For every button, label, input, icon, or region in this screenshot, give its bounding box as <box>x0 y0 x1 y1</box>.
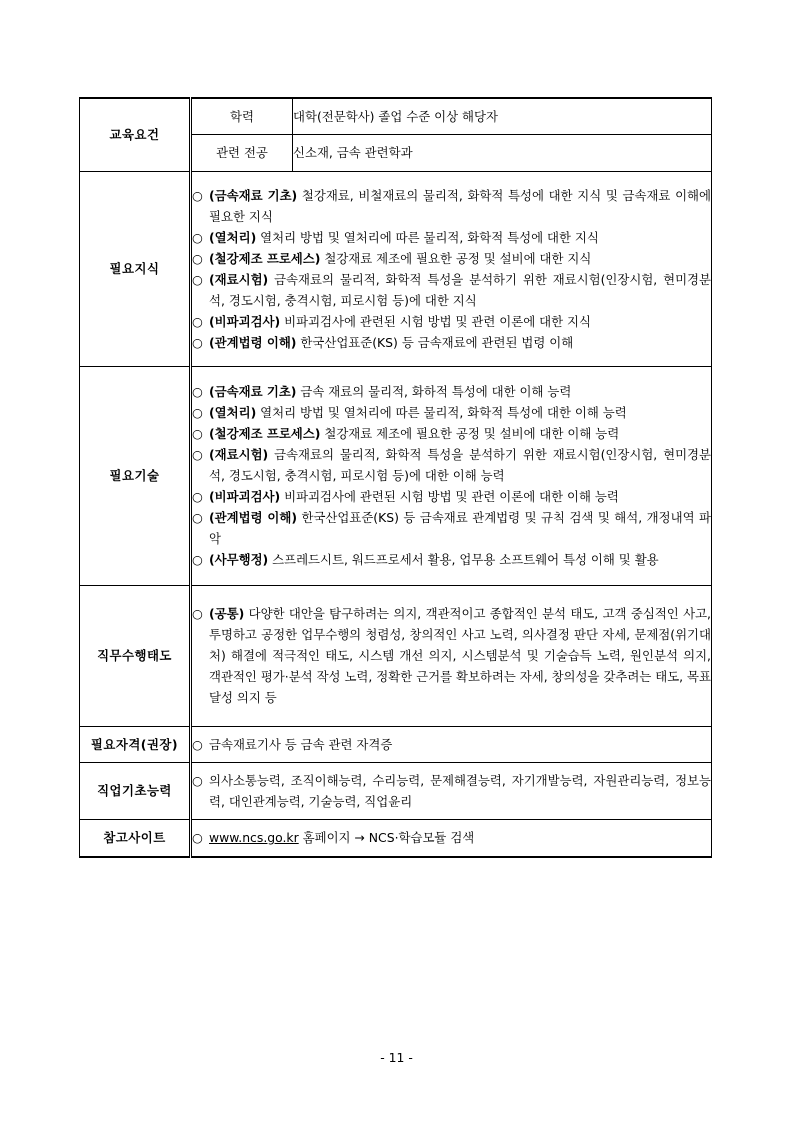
item-text: 비파괴검사에 관련된 시험 방법 및 관련 이론에 대한 이해 능력 <box>280 489 619 504</box>
list-item <box>192 185 711 227</box>
item-text: 철강재료 제조에 필요한 공정 및 설비에 대한 이해 능력 <box>320 426 620 441</box>
list-item <box>192 311 711 332</box>
item-text: 금속 재료의 물리적, 화하적 특성에 대한 이해 능력 <box>296 384 572 399</box>
bullet-icon: ○ <box>192 405 203 420</box>
item-keyword: (열처리) <box>209 229 257 245</box>
item-keyword: (관계법령 이해) <box>209 334 297 350</box>
item-keyword: (철강제조 프로세스) <box>209 250 321 266</box>
ref-cell <box>191 819 712 857</box>
list-item <box>192 444 711 486</box>
list-item <box>192 381 711 402</box>
item-keyword: (금속재료 기초) <box>209 384 297 399</box>
knowledge-list <box>191 171 712 366</box>
item-text: 한국산업표준(KS) 등 금속재료에 관련된 법령 이해 <box>296 334 574 350</box>
skills-label: 필요기술 <box>80 366 191 585</box>
item-text: 다양한 대안을 탐구하려는 의지, 객관적이고 종합적인 분석 태도, 고객 중심적인 사고, 투명하고 공정한 업무수행의 청렴성, 창의적인 사고 노력, 의사결정 판단 자세, 문제점(위기대처) 해결에 적극적인 태도, 시스템 개선 의지, 시스템분석 및 기술습득 노력, 원인분석 의지, 객관적인 평가·분석 작성 노력, 정확한 근거를 확보하려는 자세, 창의성을 갖추려는 태도, 목표 달성 의지 등 <box>209 606 711 705</box>
skills-row <box>80 366 712 585</box>
attitude-row <box>80 585 712 726</box>
knowledge-label: 필요지식 <box>80 171 191 366</box>
basic-text: 의사소통능력, 조직이해능력, 수리능력, 문제해결능력, 자기개발능력, 자원관리능력, 정보능력, 대인관계능력, 기술능력, 직업윤리 <box>209 772 711 809</box>
bullet-icon: ○ <box>192 830 203 846</box>
edu-degree-row <box>80 98 712 134</box>
list-item <box>192 248 711 269</box>
item-text: 금속재료의 물리적, 화학적 특성을 분석하기 위한 재료시험(인장시험, 현미경분석, 경도시험, 충격시험, 피로시험 등)에 대한 지식 <box>209 271 711 308</box>
item-keyword: (사무행정) <box>209 552 269 567</box>
bullet-icon: ○ <box>192 606 203 621</box>
major-value: 신소재, 금속 관련학과 <box>293 134 712 171</box>
edu-label: 교육요건 <box>80 98 191 171</box>
item-keyword: (비파괴검사) <box>209 313 281 329</box>
bullet-icon: ○ <box>192 552 203 567</box>
bullet-icon: ○ <box>192 384 203 399</box>
list-item <box>192 269 711 311</box>
item-keyword: (금속재료 기초) <box>209 187 298 203</box>
item-keyword: (재료시험) <box>209 271 269 287</box>
bullet-icon: ○ <box>192 334 203 350</box>
list-item <box>192 402 711 423</box>
list-item <box>192 423 711 444</box>
list-item <box>192 507 711 549</box>
degree-value: 대학(전문학사) 졸업 수준 이상 해당자 <box>293 98 712 134</box>
item-text: 한국산업표준(KS) 등 금속재료 관계법령 및 규칙 검색 및 해석, 개정내역 파악 <box>209 510 711 546</box>
item-text: 스프레드시트, 워드프로세서 활용, 업무용 소프트웨어 특성 이해 및 활용 <box>268 552 659 567</box>
ref-label: 참고사이트 <box>80 819 191 857</box>
bullet-icon: ○ <box>192 447 203 462</box>
item-text: 비파괴검사에 관련된 시험 방법 및 관련 이론에 대한 지식 <box>280 313 591 329</box>
attitude-label: 직무수행태도 <box>80 585 191 726</box>
ref-row <box>80 819 712 857</box>
bullet-icon: ○ <box>192 313 203 329</box>
cert-row <box>80 726 712 762</box>
cert-text: 금속재료기사 등 금속 관련 자격증 <box>209 736 393 752</box>
attitude-list <box>191 585 712 726</box>
item-text: 철강재료, 비철재료의 물리적, 화학적 특성에 대한 지식 및 금속재료 이해에 필요한 지식 <box>209 187 711 224</box>
bullet-icon: ○ <box>192 736 203 752</box>
bullet-icon: ○ <box>192 772 203 788</box>
basic-row <box>80 762 712 819</box>
ref-text: 홈페이지 → NCS·학습모듈 검색 <box>298 830 475 846</box>
ncs-link[interactable]: www.ncs.go.kr <box>209 830 299 846</box>
job-spec-table <box>79 97 712 858</box>
list-item <box>192 603 711 708</box>
item-keyword: (철강제조 프로세스) <box>209 426 321 441</box>
page-number: - 11 - <box>380 1050 413 1065</box>
item-keyword: (관계법령 이해) <box>209 510 297 525</box>
skills-list <box>191 366 712 585</box>
list-item <box>192 486 711 507</box>
major-label: 관련 전공 <box>191 134 293 171</box>
item-keyword: (열처리) <box>209 405 257 420</box>
bullet-icon: ○ <box>192 426 203 441</box>
item-text: 금속재료의 물리적, 화학적 특성을 분석하기 위한 재료시험(인장시험, 현미경분석, 경도시험, 충격시험, 피로시험 등)에 대한 이해 능력 <box>209 447 711 483</box>
bullet-icon: ○ <box>192 187 203 203</box>
basic-label: 직업기초능력 <box>80 762 191 819</box>
list-item <box>192 227 711 248</box>
knowledge-row <box>80 171 712 366</box>
cert-cell <box>191 726 712 762</box>
item-keyword: (공통) <box>209 606 245 621</box>
basic-cell <box>191 762 712 819</box>
item-text: 열처리 방법 및 열처리에 따른 물리적, 화학적 특성에 대한 지식 <box>256 229 599 245</box>
bullet-icon: ○ <box>192 250 203 266</box>
cert-label: 필요자격(권장) <box>80 726 191 762</box>
bullet-icon: ○ <box>192 271 203 287</box>
degree-label: 학력 <box>191 98 293 134</box>
item-keyword: (비파괴검사) <box>209 489 281 504</box>
item-text: 철강재료 제조에 필요한 공정 및 설비에 대한 지식 <box>320 250 592 266</box>
item-text: 열처리 방법 및 열처리에 따른 물리적, 화학적 특성에 대한 이해 능력 <box>256 405 627 420</box>
list-item <box>192 332 711 353</box>
list-item <box>192 549 711 570</box>
bullet-icon: ○ <box>192 510 203 525</box>
item-keyword: (재료시험) <box>209 447 269 462</box>
bullet-icon: ○ <box>192 229 203 245</box>
bullet-icon: ○ <box>192 489 203 504</box>
